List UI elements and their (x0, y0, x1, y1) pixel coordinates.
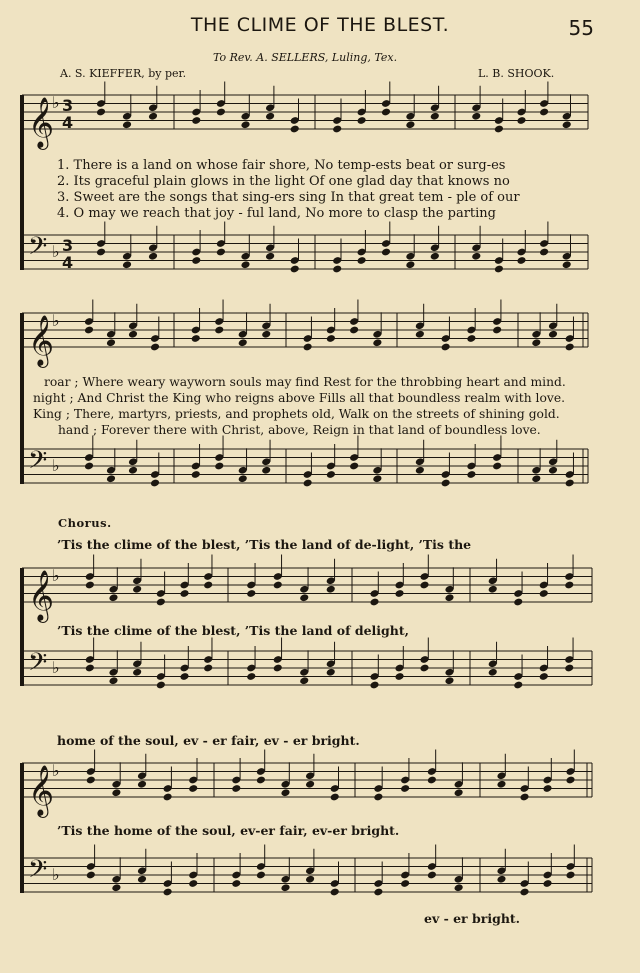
flat-sign-icon: ♭ (52, 93, 60, 112)
notehead (326, 668, 336, 677)
notehead (381, 108, 391, 117)
notehead (454, 883, 464, 892)
staff-treble-1 (22, 82, 588, 151)
notehead (466, 470, 476, 479)
notehead (539, 672, 549, 681)
notehead (562, 260, 572, 269)
notehead (191, 334, 201, 343)
notehead (179, 589, 189, 598)
notehead (400, 784, 410, 793)
notehead (191, 116, 201, 125)
notehead (466, 334, 476, 343)
flat-sign-icon: ♭ (52, 242, 60, 261)
notehead (381, 248, 391, 257)
notehead (150, 343, 160, 352)
notehead (96, 108, 106, 117)
notehead (85, 664, 95, 673)
notehead (299, 593, 309, 602)
notehead (188, 879, 198, 888)
notehead (394, 589, 404, 598)
notehead (372, 338, 382, 347)
notehead (203, 581, 213, 590)
time-sig-bottom: 4 (62, 113, 74, 132)
notehead (137, 875, 147, 884)
chorus-upper-lyric-2: home of the soul, ev - er fair, ev - er bright. (57, 733, 360, 748)
notehead (471, 112, 481, 121)
flat-sign-icon: ♭ (52, 566, 60, 585)
notehead (542, 879, 552, 888)
notehead (238, 338, 248, 347)
notehead (191, 470, 201, 479)
notehead (231, 784, 241, 793)
notehead (444, 676, 454, 685)
notehead (231, 879, 241, 888)
notehead (305, 780, 315, 789)
notehead (303, 479, 313, 488)
notehead (494, 125, 504, 134)
notehead (273, 581, 283, 590)
flat-sign-icon: ♭ (52, 658, 60, 677)
notehead (84, 462, 94, 471)
notehead (132, 668, 142, 677)
staff-bass-3 (22, 638, 592, 690)
notehead (369, 681, 379, 690)
notehead (405, 120, 415, 129)
notehead (216, 248, 226, 257)
verse-line-3b: King ; There, martyrs, priests, and prophets old, Walk on the streets of shining gold. (33, 407, 560, 421)
notehead (394, 672, 404, 681)
notehead (332, 265, 342, 274)
notehead (330, 793, 340, 802)
time-sig-top: 3 (62, 96, 74, 115)
notehead (427, 776, 437, 785)
notehead (565, 871, 575, 880)
notehead (516, 256, 526, 265)
notehead (427, 871, 437, 880)
notehead (179, 672, 189, 681)
notehead (494, 265, 504, 274)
notehead (357, 116, 367, 125)
flat-sign-icon: ♭ (52, 456, 60, 475)
notehead (548, 466, 558, 475)
notehead (492, 326, 502, 335)
notehead (122, 260, 132, 269)
notehead (513, 598, 523, 607)
notehead (531, 474, 541, 483)
notehead (492, 462, 502, 471)
notehead (373, 793, 383, 802)
notehead (330, 888, 340, 897)
notehead (562, 120, 572, 129)
chorus-lower-lyric-1: ’Tis the clime of the blest, ’Tis the land of delight, (57, 623, 409, 638)
notehead (326, 470, 336, 479)
notehead (539, 248, 549, 257)
notehead (111, 788, 121, 797)
notehead (86, 871, 96, 880)
notehead (326, 334, 336, 343)
notehead (496, 875, 506, 884)
notehead (542, 784, 552, 793)
chorus-lower-lyric-2: ’Tis the home of the soul, ev-er fair, ev-er bright. (57, 823, 400, 838)
notehead (265, 252, 275, 261)
notehead (85, 581, 95, 590)
notehead (122, 120, 132, 129)
notehead (246, 672, 256, 681)
notehead (128, 466, 138, 475)
notehead (86, 776, 96, 785)
notehead (539, 589, 549, 598)
time-sig-top: 3 (62, 236, 74, 255)
notehead (430, 252, 440, 261)
staff-bass-2 (22, 436, 588, 488)
notehead (108, 593, 118, 602)
notehead (238, 474, 248, 483)
notehead (400, 879, 410, 888)
notehead (513, 681, 523, 690)
notehead (163, 888, 173, 897)
notehead (216, 108, 226, 117)
lyricist-credit: A. S. KIEFFER, by per. (60, 67, 187, 80)
notehead (531, 338, 541, 347)
treble-clef-icon: 𝄞 (28, 97, 55, 148)
notehead (132, 585, 142, 594)
notehead (415, 330, 425, 339)
notehead (419, 664, 429, 673)
verse-line-4b: hand ; Forever there with Christ, above, Reign in that land of boundless love. (58, 423, 541, 437)
notehead (111, 883, 121, 892)
notehead (214, 326, 224, 335)
notehead (108, 676, 118, 685)
verse-line-3a: 3. Sweet are the songs that sing-ers sing In that great tem - ple of our (57, 190, 520, 205)
notehead (357, 256, 367, 265)
notehead (246, 589, 256, 598)
notehead (148, 112, 158, 121)
page-number: 55 (568, 16, 594, 40)
notehead (299, 676, 309, 685)
treble-clef-icon: 𝄞 (28, 765, 55, 816)
notehead (516, 116, 526, 125)
notehead (430, 112, 440, 121)
notehead (191, 256, 201, 265)
notehead (454, 788, 464, 797)
notehead (326, 585, 336, 594)
notehead (496, 780, 506, 789)
notehead (84, 326, 94, 335)
notehead (240, 120, 250, 129)
time-sig-bottom: 4 (62, 253, 74, 272)
notehead (565, 343, 575, 352)
chorus-heading: Chorus. (58, 516, 112, 530)
flat-sign-icon: ♭ (52, 761, 60, 780)
notehead (163, 793, 173, 802)
notehead (305, 875, 315, 884)
notehead (290, 125, 300, 134)
hymn-title: THE CLIME OF THE BLEST. (190, 14, 450, 36)
notehead (441, 343, 451, 352)
notehead (156, 681, 166, 690)
notehead (290, 265, 300, 274)
notehead (441, 479, 451, 488)
notehead (369, 598, 379, 607)
staff-treble-2 (22, 300, 588, 369)
notehead (332, 125, 342, 134)
treble-clef-icon: 𝄞 (28, 315, 55, 366)
notehead (214, 462, 224, 471)
notehead (519, 793, 529, 802)
notehead (280, 788, 290, 797)
notehead (273, 664, 283, 673)
notehead (265, 112, 275, 121)
dedication: To Rev. A. SELLERS, Luling, Tex. (213, 51, 398, 64)
notehead (240, 260, 250, 269)
verse-line-1a: 1. There is a land on whose fair shore, No temp-ests beat or surg-es (57, 158, 506, 173)
notehead (419, 581, 429, 590)
notehead (405, 260, 415, 269)
notehead (188, 784, 198, 793)
notehead (444, 593, 454, 602)
notehead (488, 668, 498, 677)
notehead (280, 883, 290, 892)
notehead (203, 664, 213, 673)
verse-line-4a: 4. O may we reach that joy - ful land, No more to clasp the parting (57, 206, 496, 221)
notehead (349, 462, 359, 471)
notehead (373, 888, 383, 897)
verse-line-1b: roar ; Where weary wayworn souls may find Rest for the throbbing heart and mind. (44, 375, 566, 389)
flat-sign-icon: ♭ (52, 865, 60, 884)
staff-bass-1 (22, 222, 588, 274)
bass-clef-icon: 𝄢 (28, 648, 48, 683)
bass-clef-icon: 𝄢 (28, 232, 48, 267)
notehead (148, 252, 158, 261)
notehead (128, 330, 138, 339)
notehead (156, 598, 166, 607)
notehead (564, 581, 574, 590)
bass-clef-icon: 𝄢 (28, 855, 48, 890)
verse-line-2a: 2. Its graceful plain glows in the light Of one glad day that knows no (57, 174, 510, 189)
notehead (261, 330, 271, 339)
notehead (303, 343, 313, 352)
notehead (256, 776, 266, 785)
notehead (106, 338, 116, 347)
notehead (539, 108, 549, 117)
notehead (565, 479, 575, 488)
verse-line-2b: night ; And Christ the King who reigns above Fills all that boundless realm with love. (33, 391, 566, 405)
notehead (256, 871, 266, 880)
notehead (137, 780, 147, 789)
flat-sign-icon: ♭ (52, 311, 60, 330)
bass-clef-icon: 𝄢 (28, 446, 48, 481)
notehead (96, 248, 106, 257)
notehead (349, 326, 359, 335)
notehead (415, 466, 425, 475)
staff-treble-3 (22, 555, 592, 624)
notehead (548, 330, 558, 339)
chorus-upper-lyric-1: ’Tis the clime of the blest, ’Tis the land of de-light, ’Tis the (57, 537, 472, 552)
staff-treble-4 (22, 750, 592, 819)
notehead (488, 585, 498, 594)
notehead (471, 252, 481, 261)
notehead (565, 776, 575, 785)
staff-bass-4 (22, 845, 592, 897)
notehead (519, 888, 529, 897)
treble-clef-icon: 𝄞 (28, 570, 55, 621)
notehead (564, 664, 574, 673)
notehead (261, 466, 271, 475)
notehead (106, 474, 116, 483)
notehead (150, 479, 160, 488)
composer-credit: L. B. SHOOK. (478, 67, 555, 80)
chorus-bass-lyric: ev - er bright. (424, 911, 521, 926)
notehead (372, 474, 382, 483)
